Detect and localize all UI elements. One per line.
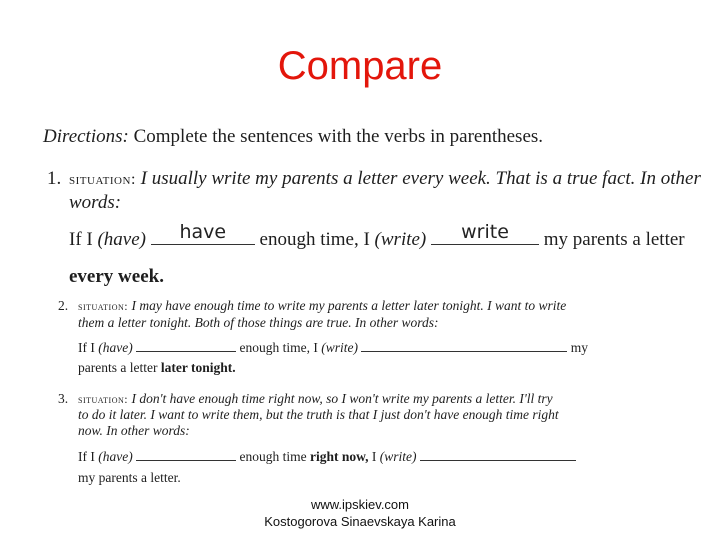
item2-blank2[interactable] (361, 337, 567, 352)
item2-tail-bold: later tonight. (160, 360, 236, 375)
item2-situation-label: situation: (78, 299, 129, 313)
item1-situation-label: situation: (69, 171, 136, 188)
item1-sentence (69, 221, 685, 251)
item3-mid-bold: right now, (309, 449, 369, 464)
item1-verb2: (write) (374, 229, 427, 250)
item3-mid-after: I (371, 449, 377, 464)
item1-situation-text: I usually write my parents a letter every week. That is a true fact. In other (140, 168, 701, 189)
item2-situation (78, 298, 566, 314)
item1-answer1: have (179, 221, 227, 243)
item1-answer2: write (461, 221, 509, 243)
item2-tail (78, 360, 236, 376)
item2-if: If I (78, 340, 95, 355)
item2-mid: enough time, I (239, 340, 318, 355)
item2-blank1[interactable] (136, 337, 236, 352)
item3-situation (78, 391, 553, 407)
item1-verb1: (have) (97, 229, 147, 250)
footer-author: Kostogorova Sinaevskaya Karina (264, 514, 456, 529)
item3-blank2[interactable] (420, 446, 576, 461)
item1-number: 1. (47, 168, 62, 189)
item3-tail: my parents a letter. (78, 470, 181, 485)
item2-tail-plain: parents a letter (78, 360, 158, 375)
footer-url: www.ipskiev.com (310, 497, 409, 512)
item1-tail: every week. (69, 266, 164, 287)
item2-situation-text2: them a letter tonight. Both of those things are true. In other words: (78, 315, 439, 330)
page-title: Compare (277, 44, 443, 88)
item2-verb1: (have) (98, 340, 133, 355)
item1-situation (69, 168, 701, 190)
item2-number: 2. (58, 298, 69, 313)
item3-situation-label: situation: (78, 392, 129, 406)
directions-text: Complete the sentences with the verbs in parentheses. (133, 126, 544, 147)
directions-label: Directions: (43, 126, 129, 147)
item3-mid-plain: enough time (239, 449, 307, 464)
item3-number: 3. (58, 391, 69, 406)
item3-verb1: (have) (98, 449, 133, 464)
item3-verb2: (write) (379, 449, 417, 464)
item1-if: If I (69, 229, 93, 250)
item2-verb2: (write) (321, 340, 358, 355)
item2-situation-text: I may have enough time to write my parents a letter later tonight. I want to write (131, 298, 567, 313)
item2-sentence (78, 337, 588, 356)
item1-blank1[interactable] (151, 221, 255, 245)
item1-situation-text2: words: (69, 192, 122, 213)
item1-end: my parents a letter (543, 229, 685, 250)
item3-situation-text2: to do it later. I want to write them, but the truth is that I just don't have enough time right (78, 407, 559, 422)
directions (43, 126, 543, 148)
item3-blank1[interactable] (136, 446, 236, 461)
item1-blank2[interactable] (431, 221, 539, 245)
item2-end: my (570, 340, 588, 355)
item3-sentence (78, 446, 576, 465)
item3-situation-text: I don't have enough time right now, so I won't write my parents a letter. I'll try (131, 391, 553, 406)
item3-situation-text3: now. In other words: (78, 423, 190, 438)
item3-if: If I (78, 449, 95, 464)
item1-mid: enough time, I (259, 229, 370, 250)
